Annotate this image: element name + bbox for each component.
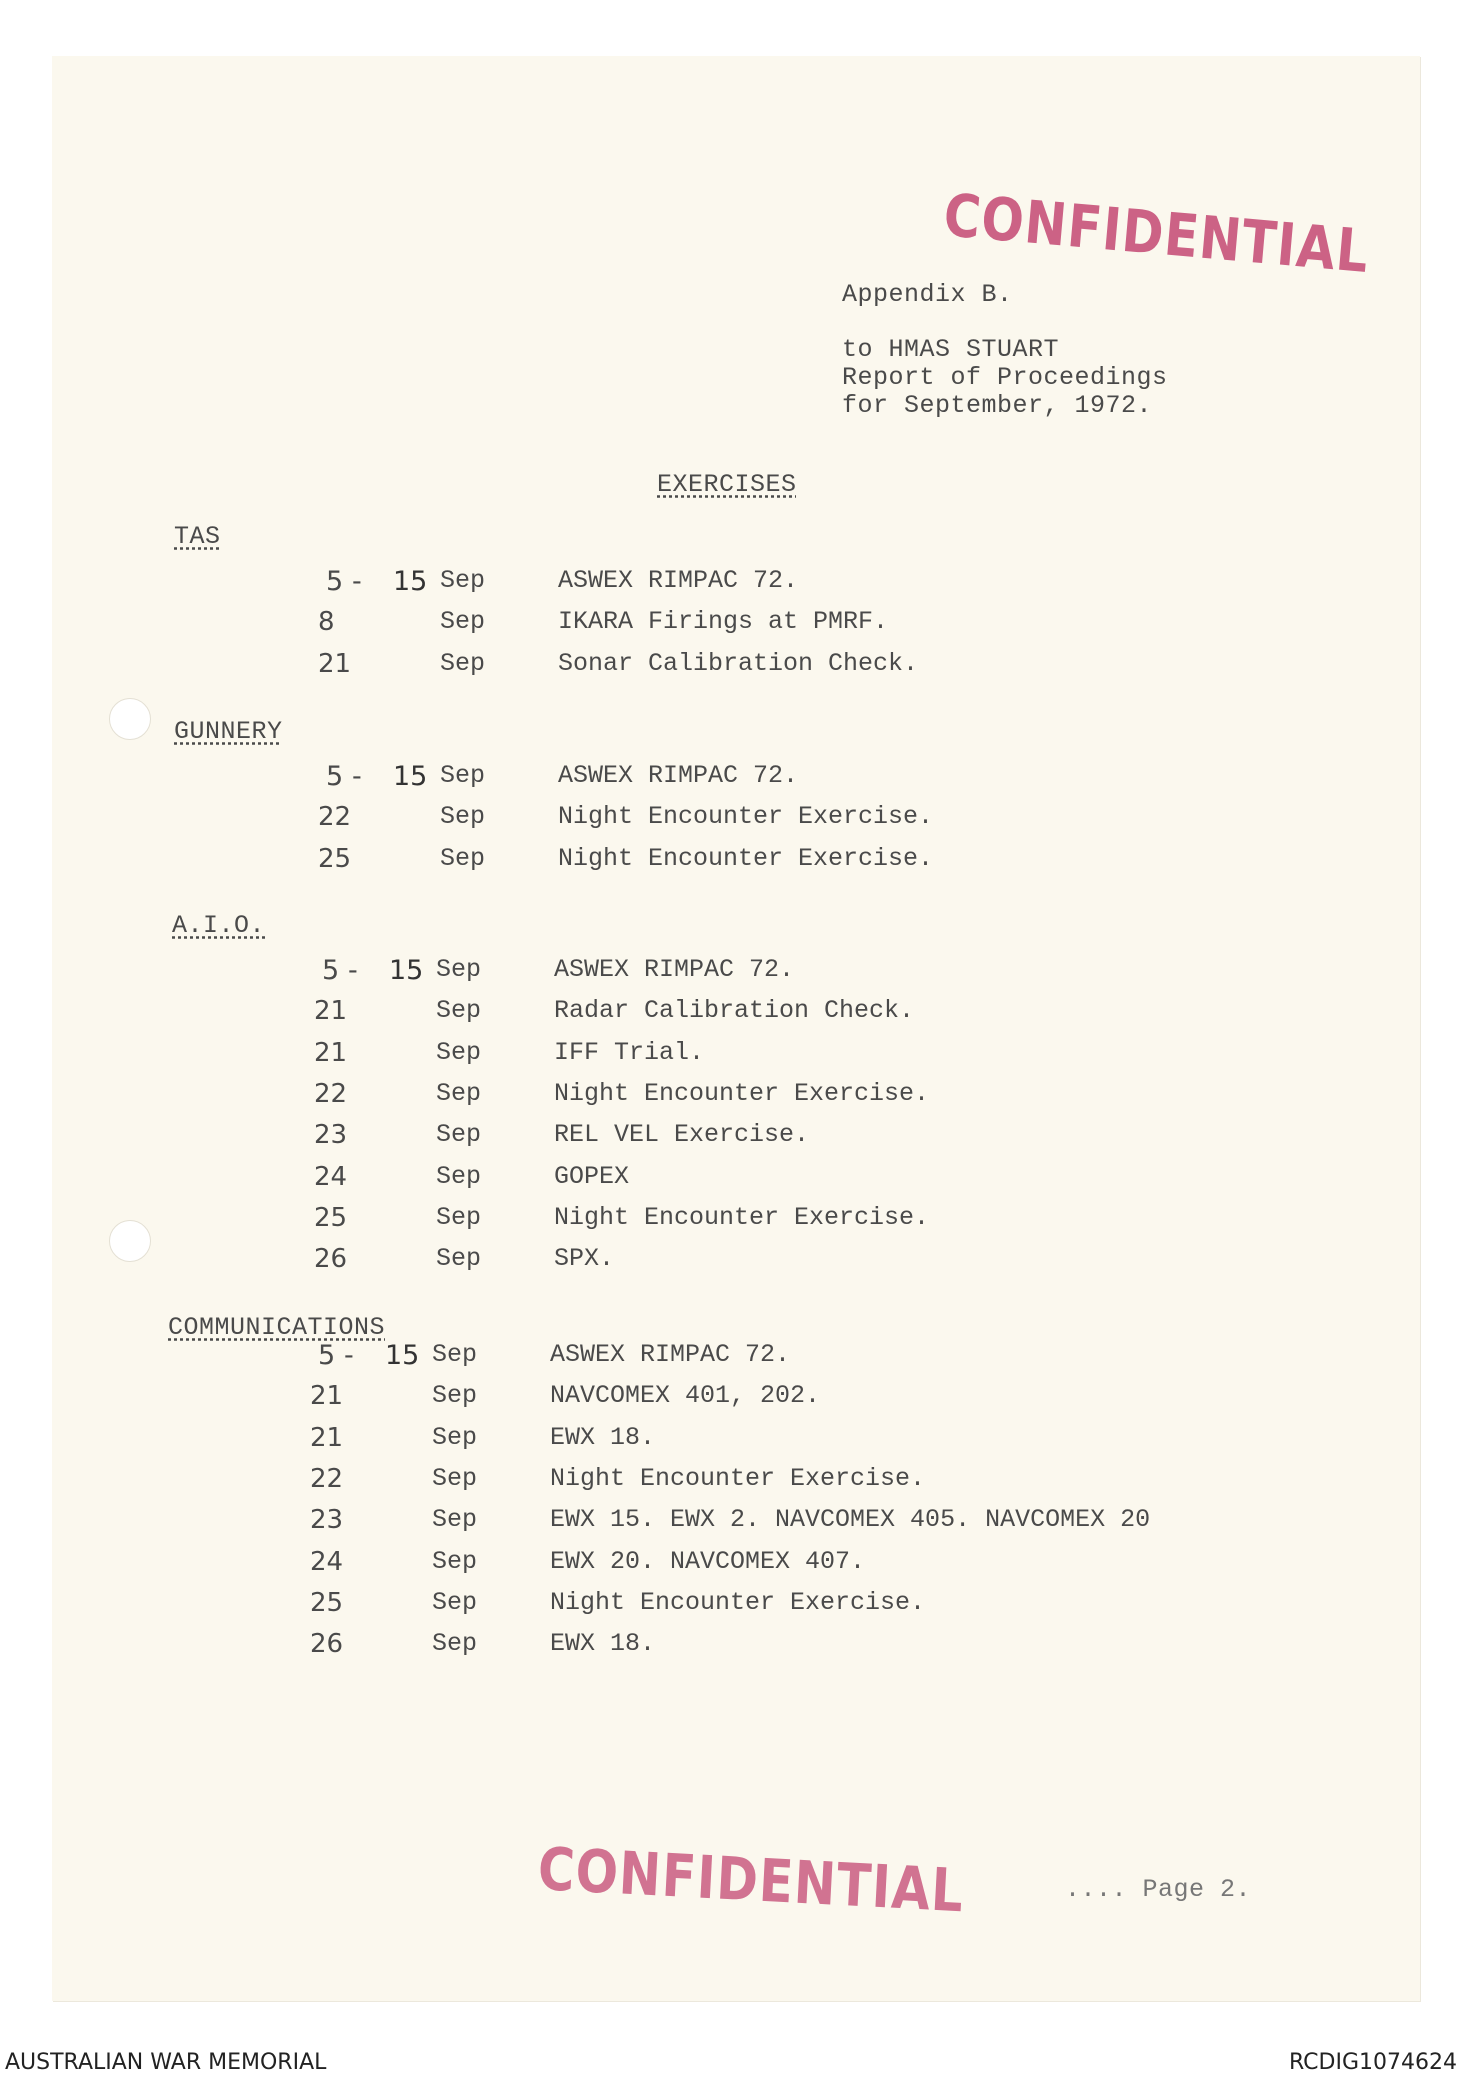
exercise-name: EWX 15. EWX 2. NAVCOMEX 405. NAVCOMEX 20 <box>550 1505 1151 1535</box>
date-month: Sep <box>432 1340 478 1369</box>
exercise-name: Night Encounter Exercise. <box>550 1463 926 1493</box>
date-month: Sep <box>432 1463 478 1493</box>
exercise-row <box>0 1244 1469 1284</box>
exercise-name: EWX 20. NAVCOMEX 407. <box>550 1546 866 1576</box>
exercise-row <box>0 1381 1465 1421</box>
date-month: Sep <box>440 566 486 595</box>
exercise-name: IKARA Firings at PMRF. <box>558 607 889 637</box>
date-month: Sep <box>436 955 482 984</box>
footer-source: AUSTRALIAN WAR MEMORIAL <box>5 2050 327 2075</box>
exercise-row <box>0 649 1473 689</box>
date-end: 15 <box>393 761 428 792</box>
date-day: 23 <box>310 1505 344 1536</box>
date-day: 8 <box>318 607 335 638</box>
ship-line: to HMAS STUART <box>842 335 1060 364</box>
date-month: Sep <box>436 996 482 1026</box>
date-month: Sep <box>440 648 486 678</box>
exercise-row <box>0 844 1473 884</box>
date-month: Sep <box>436 1037 482 1067</box>
exercise-row <box>0 1629 1465 1669</box>
confidential-stamp-top: CONFIDENTIAL <box>941 180 1372 287</box>
date-month: Sep <box>432 1505 478 1535</box>
date-month: Sep <box>440 802 486 832</box>
appendix-label: Appendix B. <box>842 280 1013 309</box>
date-month: Sep <box>440 843 486 873</box>
date-day: 24 <box>310 1546 344 1577</box>
exercise-name: NAVCOMEX 401, 202. <box>550 1381 821 1411</box>
exercise-row <box>0 1547 1465 1587</box>
date-month: Sep <box>436 1202 482 1232</box>
date-day: 21 <box>310 1381 344 1412</box>
date-month: Sep <box>432 1381 478 1411</box>
exercise-row <box>0 1038 1469 1078</box>
exercise-name: IFF Trial. <box>554 1037 705 1067</box>
date-month: Sep <box>436 1161 482 1191</box>
exercise-row <box>0 1120 1469 1160</box>
date-day: 25 <box>310 1587 344 1618</box>
exercise-row <box>0 955 1469 995</box>
exercise-row <box>0 1588 1465 1628</box>
exercise-name: ASWEX RIMPAC 72. <box>554 955 795 984</box>
exercise-name: Night Encounter Exercise. <box>550 1587 926 1617</box>
date-range-dash: - <box>344 1340 354 1371</box>
date-day: 22 <box>314 1078 348 1109</box>
date-end: 15 <box>385 1340 420 1371</box>
section-heading: A.I.O. <box>172 911 266 940</box>
punch-hole <box>109 698 151 740</box>
date-day: 25 <box>318 843 352 874</box>
date-day: 23 <box>314 1120 348 1151</box>
date-day: 21 <box>314 1037 348 1068</box>
exercise-row <box>0 1203 1469 1243</box>
date-day: 22 <box>318 802 352 833</box>
confidential-stamp-bottom: CONFIDENTIAL <box>536 1834 966 1926</box>
date-day: 26 <box>314 1244 348 1275</box>
section-heading: TAS <box>174 522 221 551</box>
date-start: 5 <box>322 955 340 986</box>
date-range-dash: - <box>352 566 362 597</box>
date-start: 5 <box>326 566 344 597</box>
exercise-row <box>0 566 1473 606</box>
section-heading: COMMUNICATIONS <box>168 1313 386 1342</box>
date-month: Sep <box>432 1587 478 1617</box>
date-month: Sep <box>432 1422 478 1452</box>
exercise-row <box>0 1079 1469 1119</box>
exercise-row <box>0 1464 1465 1504</box>
date-month: Sep <box>440 607 486 637</box>
exercise-row <box>0 607 1473 647</box>
exercise-name: SPX. <box>554 1244 615 1274</box>
date-start: 5 <box>326 761 344 792</box>
exercise-name: REL VEL Exercise. <box>554 1120 810 1150</box>
date-day: 24 <box>314 1161 348 1192</box>
exercise-name: ASWEX RIMPAC 72. <box>558 761 799 790</box>
report-line: Report of Proceedings <box>842 363 1168 392</box>
date-end: 15 <box>389 955 424 986</box>
date-start: 5 <box>318 1340 336 1371</box>
page-marker: .... Page 2. <box>1065 1875 1252 1904</box>
date-month: Sep <box>436 1078 482 1108</box>
exercise-name: Night Encounter Exercise. <box>554 1078 930 1108</box>
section-heading: GUNNERY <box>174 717 283 746</box>
footer-record-id: RCDIG1074624 <box>1288 2050 1457 2075</box>
exercise-name: GOPEX <box>554 1161 630 1191</box>
date-month: Sep <box>432 1546 478 1576</box>
date-range-dash: - <box>352 761 362 792</box>
date-end: 15 <box>393 566 428 597</box>
date-day: 21 <box>318 648 352 679</box>
date-range-dash: - <box>348 955 358 986</box>
date-day: 21 <box>314 996 348 1027</box>
exercise-name: Night Encounter Exercise. <box>558 843 934 873</box>
date-month: Sep <box>432 1629 478 1659</box>
page-title: EXERCISES <box>657 470 797 499</box>
exercise-name: Night Encounter Exercise. <box>554 1202 930 1232</box>
exercise-name: ASWEX RIMPAC 72. <box>558 566 799 595</box>
date-day: 25 <box>314 1202 348 1233</box>
exercise-row <box>0 1340 1465 1380</box>
exercise-row <box>0 761 1473 801</box>
exercise-row <box>0 1162 1469 1202</box>
date-month: Sep <box>440 761 486 790</box>
date-day: 22 <box>310 1463 344 1494</box>
exercise-name: Sonar Calibration Check. <box>558 648 919 678</box>
exercise-row <box>0 802 1473 842</box>
date-month: Sep <box>436 1120 482 1150</box>
exercise-row <box>0 1505 1465 1545</box>
exercise-name: EWX 18. <box>550 1422 656 1452</box>
date-day: 26 <box>310 1629 344 1660</box>
exercise-row <box>0 1423 1465 1463</box>
date-line: for September, 1972. <box>842 391 1153 420</box>
date-month: Sep <box>436 1244 482 1274</box>
exercise-name: EWX 18. <box>550 1629 656 1659</box>
exercise-name: Night Encounter Exercise. <box>558 802 934 832</box>
exercise-name: ASWEX RIMPAC 72. <box>550 1340 791 1369</box>
exercise-name: Radar Calibration Check. <box>554 996 915 1026</box>
exercise-row <box>0 996 1469 1036</box>
date-day: 21 <box>310 1422 344 1453</box>
